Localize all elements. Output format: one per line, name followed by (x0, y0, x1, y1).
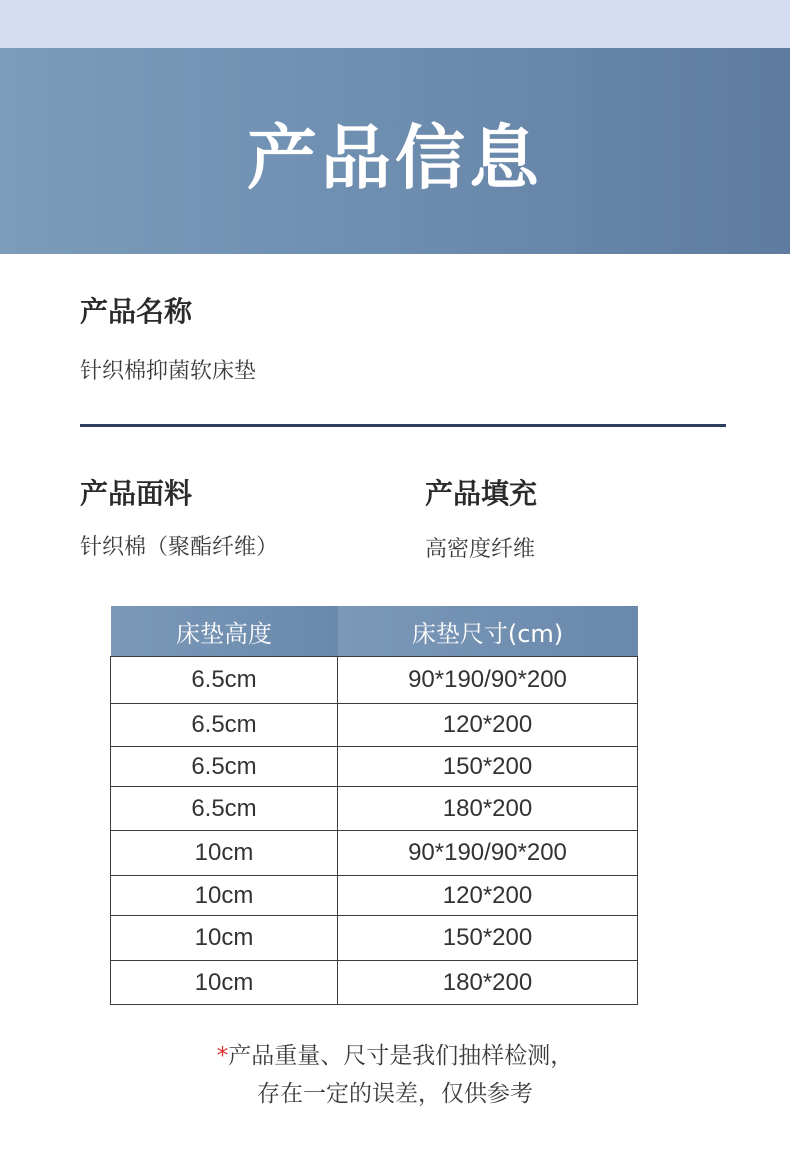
column-header-size: 床垫尺寸(cm) (338, 606, 638, 657)
table-row (111, 876, 638, 916)
table-row (111, 657, 638, 704)
table-row (111, 916, 638, 961)
section-divider (80, 424, 726, 427)
filling-label: 产品填充 (425, 477, 538, 510)
filling-value: 高密度纤维 (425, 537, 536, 562)
disclaimer-line-1 (0, 1037, 790, 1070)
table-row (111, 704, 638, 747)
product-name-label: 产品名称 (80, 295, 193, 328)
table-cell-size: 150*200 (338, 916, 638, 961)
column-header-height: 床垫高度 (111, 606, 338, 657)
table-cell-height: 6.5cm (111, 704, 338, 747)
top-strip (0, 0, 790, 48)
table-cell-height: 6.5cm (111, 747, 338, 787)
table-cell-size: 180*200 (338, 961, 638, 1005)
table-cell-height: 10cm (111, 961, 338, 1005)
product-name-value: 针织棉抑菌软床垫 (80, 359, 257, 384)
table-cell-size: 150*200 (338, 747, 638, 787)
asterisk-mark: * (216, 1043, 229, 1069)
table-cell-height: 6.5cm (111, 657, 338, 704)
table-cell-size: 90*190/90*200 (338, 657, 638, 704)
table-row (111, 787, 638, 831)
disclaimer-text-2: 存在一定的误差，仅供参考 (257, 1081, 533, 1107)
table-row (111, 961, 638, 1005)
fabric-value: 针织棉（聚酯纤维） (80, 535, 279, 560)
table-cell-size: 120*200 (338, 876, 638, 916)
page-title: 产品信息 (247, 116, 543, 199)
table-cell-height: 6.5cm (111, 787, 338, 831)
disclaimer-text-1: 产品重量、尺寸是我们抽样检测， (228, 1043, 574, 1069)
table-cell-height: 10cm (111, 831, 338, 876)
table-cell-size: 120*200 (338, 704, 638, 747)
fabric-label: 产品面料 (80, 477, 193, 510)
table-row (111, 831, 638, 876)
table-cell-height: 10cm (111, 916, 338, 961)
header-banner (0, 48, 790, 254)
table-cell-size: 180*200 (338, 787, 638, 831)
table-header-row (111, 606, 638, 657)
size-table (110, 606, 638, 1005)
table-row (111, 747, 638, 787)
disclaimer-line-2 (0, 1075, 790, 1108)
table-cell-height: 10cm (111, 876, 338, 916)
table-cell-size: 90*190/90*200 (338, 831, 638, 876)
